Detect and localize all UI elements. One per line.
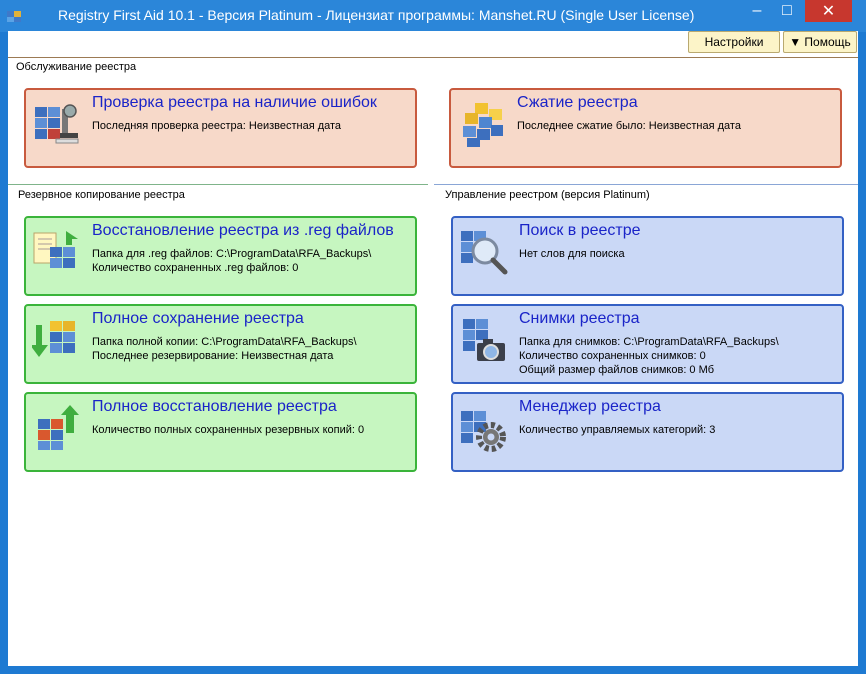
full-backup-icon: [32, 315, 82, 365]
full-backup-tile[interactable]: [24, 304, 417, 384]
check-registry-title[interactable]: Проверка реестра на наличие ошибок: [92, 94, 377, 111]
management-section-divider: [434, 184, 858, 185]
restore-reg-files-tile[interactable]: [24, 216, 417, 296]
full-backup-last: Последнее резервирование: Неизвестная дата: [92, 350, 334, 362]
check-registry-info: Последняя проверка реестра: Неизвестная дата: [92, 120, 342, 132]
registry-manager-tile[interactable]: [451, 392, 844, 472]
camera-icon: [459, 315, 509, 365]
section-backup-label: Резервное копирование реестра: [18, 189, 185, 201]
snapshots-size: Общий размер файлов снимков: 0 Мб: [519, 364, 715, 376]
registry-compress-icon: [457, 99, 507, 149]
top-divider: [8, 57, 858, 58]
title-bar: [0, 0, 866, 32]
full-restore-title[interactable]: Полное восстановление реестра: [92, 398, 337, 415]
compress-registry-title[interactable]: Сжатие реестра: [517, 94, 638, 111]
registry-snapshots-tile[interactable]: [451, 304, 844, 384]
full-restore-count: Количество полных сохраненных резервных копий: 0: [92, 424, 365, 436]
settings-button[interactable]: Настройки: [688, 31, 780, 53]
compress-registry-tile[interactable]: [449, 88, 842, 168]
restore-reg-count: Количество сохраненных .reg файлов: 0: [92, 262, 299, 274]
full-backup-folder: Папка полной копии: C:\ProgramData\RFA_Backups\: [92, 336, 357, 348]
snapshots-count: Количество сохраненных снимков: 0: [519, 350, 706, 362]
registry-snapshots-title[interactable]: Снимки реестра: [519, 310, 640, 327]
registry-search-info: Нет слов для поиска: [519, 248, 625, 260]
close-button[interactable]: ✕: [805, 0, 852, 22]
gear-icon: [459, 403, 509, 453]
help-button[interactable]: ▼ Помощь: [783, 31, 857, 53]
restore-reg-files-title[interactable]: Восстановление реестра из .reg файлов: [92, 222, 394, 239]
full-restore-icon: [32, 403, 82, 453]
maximize-button[interactable]: □: [782, 2, 792, 19]
registry-search-tile[interactable]: [451, 216, 844, 296]
full-restore-tile[interactable]: [24, 392, 417, 472]
reg-files-restore-icon: [32, 227, 82, 277]
registry-manager-info: Количество управляемых категорий: 3: [519, 424, 716, 436]
registry-search-title[interactable]: Поиск в реестре: [519, 222, 641, 239]
backup-section-divider: [8, 184, 428, 185]
window-title: Registry First Aid 10.1 - Версия Platinum - Лицензиат программы: Manshet.RU (Single User License): [58, 7, 695, 23]
full-backup-title[interactable]: Полное сохранение реестра: [92, 310, 304, 327]
section-management-label: Управление реестром (версия Platinum): [445, 189, 650, 201]
restore-reg-folder: Папка для .reg файлов: C:\ProgramData\RFA_Backups\: [92, 248, 372, 260]
app-icon[interactable]: [6, 8, 22, 24]
minimize-button[interactable]: –: [752, 2, 762, 19]
snapshots-folder: Папка для снимков: C:\ProgramData\RFA_Backups\: [519, 336, 779, 348]
registry-scan-icon: [32, 99, 82, 149]
section-maintenance-label: Обслуживание реестра: [16, 61, 137, 73]
check-registry-tile[interactable]: [24, 88, 417, 168]
compress-registry-info: Последнее сжатие было: Неизвестная дата: [517, 120, 741, 132]
magnifier-icon: [459, 227, 509, 277]
registry-manager-title[interactable]: Менеджер реестра: [519, 398, 661, 415]
main-panel: [8, 31, 858, 666]
